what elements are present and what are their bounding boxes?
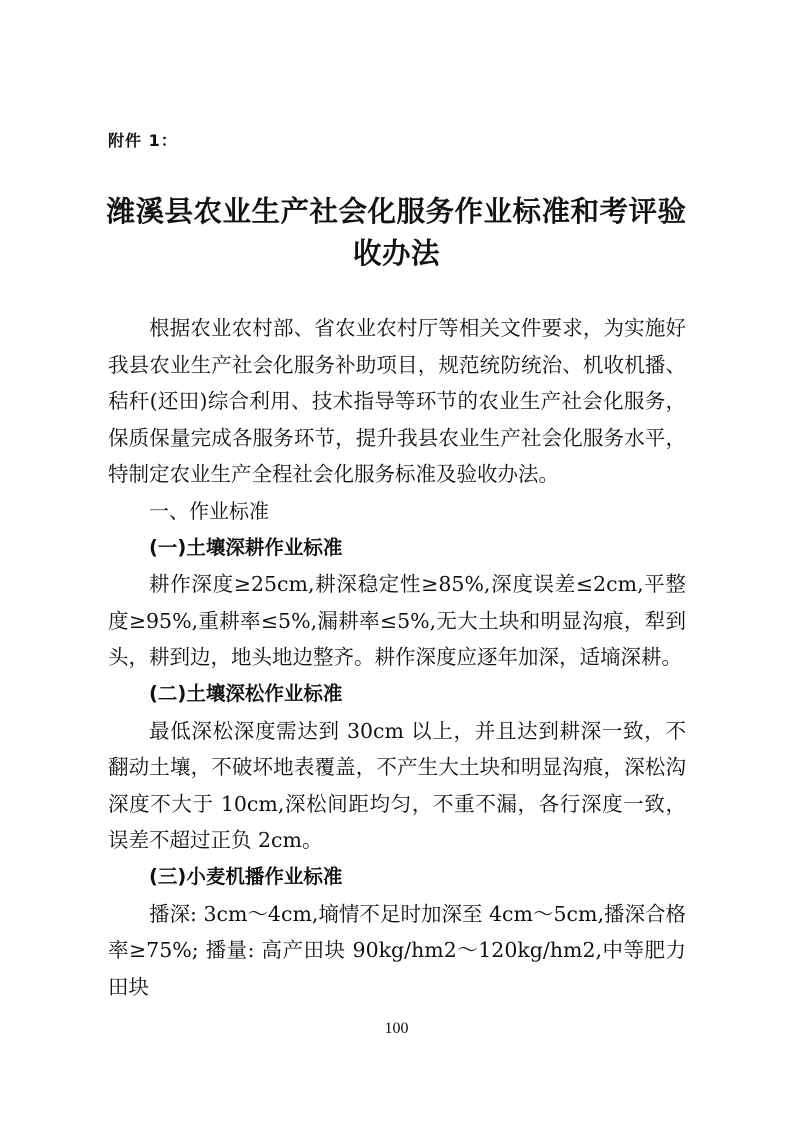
subsection-heading-subsoiling: (二)土壤深松作业标准 (149, 681, 343, 705)
deep-plowing-paragraph: 耕作深度≥25cm,耕深稳定性≥85%,深度误差≤2cm,平整度≥95%,重耕率≤5%,漏耕率≤5%,无大土块和明显沟痕，犁到头，耕到边，地头地边整齐。耕作深度应逐年加深，适墒深耕。 (108, 572, 686, 670)
attachment-label: 附件 1： (108, 131, 178, 150)
subsoiling-paragraph: 最低深松深度需达到 30cm 以上，并且达到耕深一致，不翻动土壤，不破坏地表覆盖，不产生大土块和明显沟痕，深松沟深度不大于 10cm,深松间距均匀，不重不漏，各行深度一致，误差不超过正负 2cm。 (108, 718, 686, 853)
subsection-heading-wheat-sowing: (三)小麦机播作业标准 (149, 864, 343, 888)
page-number: 100 (384, 1020, 409, 1037)
wheat-sowing-paragraph: 播深: 3cm～4cm,墒情不足时加深至 4cm～5cm,播深合格率≥75%; 播量: 高产田块 90kg/hm2～120kg/hm2,中等肥力田块 (108, 901, 686, 999)
document-body (108, 310, 686, 1005)
intro-paragraph: 根据农业农村部、省农业农村厅等相关文件要求，为实施好我县农业生产社会化服务补助项目，规范统防统治、机收机播、秸秆(还田)综合利用、技术指导等环节的农业生产社会化服务，保质保量完成各服务环节，提升我县农业生产社会化服务水平，特制定农业生产全程社会化服务标准及验收办法。 (108, 316, 686, 487)
subsection-heading-deep-plowing: (一)土壤深耕作业标准 (149, 535, 343, 559)
section-heading-standards: 一、作业标准 (149, 498, 269, 523)
document-title: 潍溪县农业生产社会化服务作业标准和考评验收办法 (106, 195, 687, 270)
